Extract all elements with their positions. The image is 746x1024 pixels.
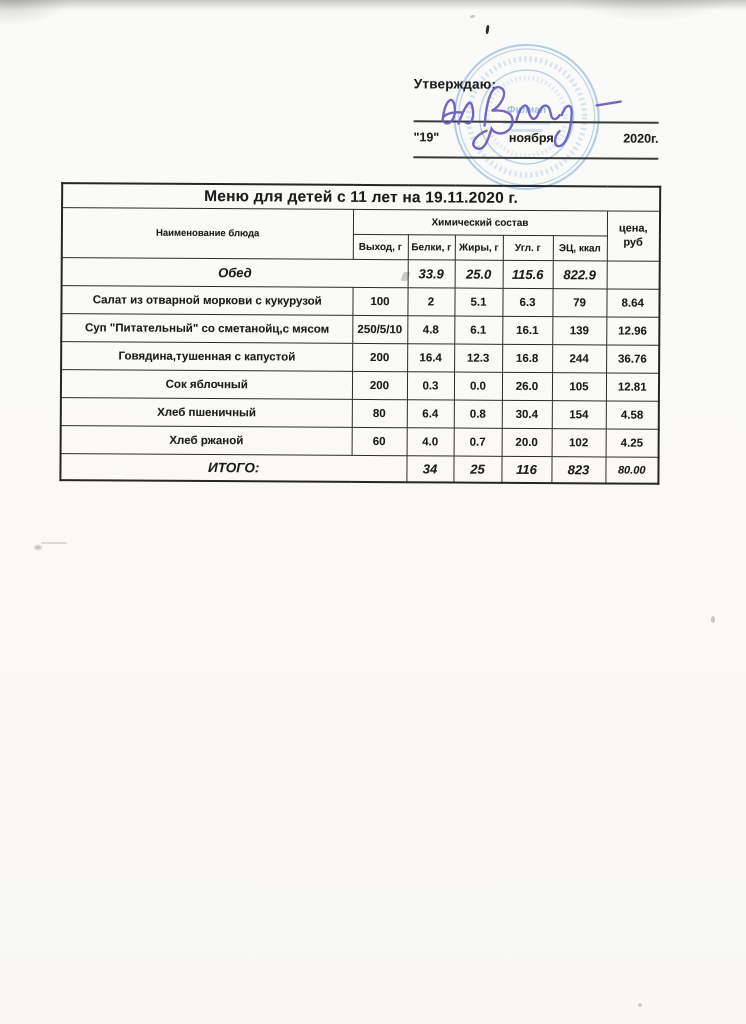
- total-protein: 34: [406, 456, 453, 483]
- dish-output: 60: [352, 427, 407, 455]
- dish-carbs: 30.4: [502, 400, 552, 428]
- approval-block: [413, 76, 661, 164]
- dish-price: 36.76: [606, 345, 659, 373]
- total-energy: 823: [551, 457, 605, 484]
- header-row-1: [62, 208, 660, 237]
- dish-fat: 5.1: [454, 288, 502, 316]
- col-header-chem-group: Химический состав: [353, 209, 607, 236]
- dish-name: Суп "Питательный" со сметанойц,с мясом: [61, 314, 352, 344]
- stamp-center-text: Филиал: [507, 104, 547, 117]
- meal-label: Обед: [62, 258, 408, 288]
- table-title-row: [62, 183, 660, 211]
- col-header-output: Выход, г: [353, 234, 408, 259]
- meal-fat: 25.0: [455, 260, 503, 288]
- dish-fat: 0.8: [454, 400, 502, 428]
- table-row: [61, 398, 659, 430]
- date-underline: [413, 156, 658, 159]
- dish-price: 8.64: [606, 289, 659, 317]
- dish-fat: 0.7: [454, 428, 502, 456]
- dish-name: Хлеб ржаной: [61, 426, 352, 456]
- dish-carbs: 16.8: [502, 344, 552, 372]
- total-price: 80.00: [605, 457, 658, 484]
- meal-carbs: 115.6: [503, 260, 553, 288]
- dish-fat: 6.1: [454, 316, 502, 344]
- meal-price: [607, 261, 660, 289]
- table-row: [61, 370, 659, 402]
- dish-carbs: 6.3: [502, 288, 552, 316]
- dish-protein: 16.4: [407, 344, 454, 372]
- col-header-protein: Белки, г: [408, 235, 455, 260]
- dish-price: 12.96: [606, 317, 659, 345]
- dish-protein: 4.0: [407, 428, 454, 456]
- table-row: [61, 314, 659, 346]
- dish-protein: 2: [407, 288, 454, 316]
- dish-carbs: 26.0: [502, 372, 552, 400]
- dish-name: Хлеб пшеничный: [61, 398, 352, 428]
- table-row: [61, 342, 659, 374]
- dish-fat: 12.3: [454, 344, 502, 372]
- col-header-price: [607, 211, 660, 261]
- dish-energy: 154: [552, 401, 606, 429]
- date-row: [413, 130, 658, 145]
- dish-output: 200: [352, 371, 407, 399]
- total-label: ИТОГО:: [60, 454, 406, 483]
- meal-energy: 822.9: [553, 261, 607, 289]
- col-header-carbs: Угл. г: [503, 235, 553, 260]
- col-header-energy: ЭЦ, ккал: [553, 236, 607, 261]
- signature-line: [414, 120, 659, 123]
- dish-output: 80: [352, 399, 407, 427]
- menu-table: [59, 182, 661, 485]
- dish-output: 200: [352, 343, 407, 371]
- total-row: [60, 454, 658, 484]
- dish-price: 4.58: [606, 401, 659, 429]
- dish-name: Сок яблочный: [61, 370, 352, 400]
- dish-energy: 105: [552, 373, 606, 401]
- dish-name: Говядина,тушенная с капустой: [61, 342, 352, 372]
- dish-output: 100: [352, 287, 407, 315]
- price-header-line1: цена,: [618, 222, 648, 236]
- table-row: [61, 286, 659, 318]
- price-header-line2: руб: [623, 236, 643, 249]
- dish-output: 250/5/10: [352, 315, 407, 343]
- dish-protein: 4.8: [407, 316, 454, 344]
- total-fat: 25: [453, 456, 501, 483]
- dish-name: Салат из отварной моркови с кукурузой: [61, 286, 352, 316]
- dish-protein: 0.3: [407, 372, 454, 400]
- dish-price: 12.81: [606, 373, 659, 401]
- total-carbs: 116: [501, 456, 551, 483]
- dish-energy: 244: [552, 345, 606, 373]
- meal-section-row: [62, 258, 660, 290]
- dish-energy: 79: [552, 289, 606, 317]
- dish-energy: 102: [552, 429, 606, 457]
- dish-energy: 139: [552, 317, 606, 345]
- dish-protein: 6.4: [407, 400, 454, 428]
- meal-protein: 33.9: [408, 260, 455, 288]
- table-title: Меню для детей с 11 лет на 19.11.2020 г.: [62, 183, 660, 211]
- date-month: ноября: [508, 130, 554, 146]
- dish-price: 4.25: [606, 429, 659, 457]
- col-header-dish: Наименование блюда: [62, 208, 353, 260]
- dish-carbs: 16.1: [502, 316, 552, 344]
- date-day: "19": [413, 130, 440, 145]
- dish-fat: 0.0: [454, 372, 502, 400]
- date-year: 2020г.: [623, 131, 659, 146]
- table-row: [61, 426, 659, 458]
- approve-label: Утверждаю:: [413, 76, 497, 92]
- dish-carbs: 20.0: [502, 428, 552, 456]
- col-header-fat: Жиры, г: [455, 235, 503, 260]
